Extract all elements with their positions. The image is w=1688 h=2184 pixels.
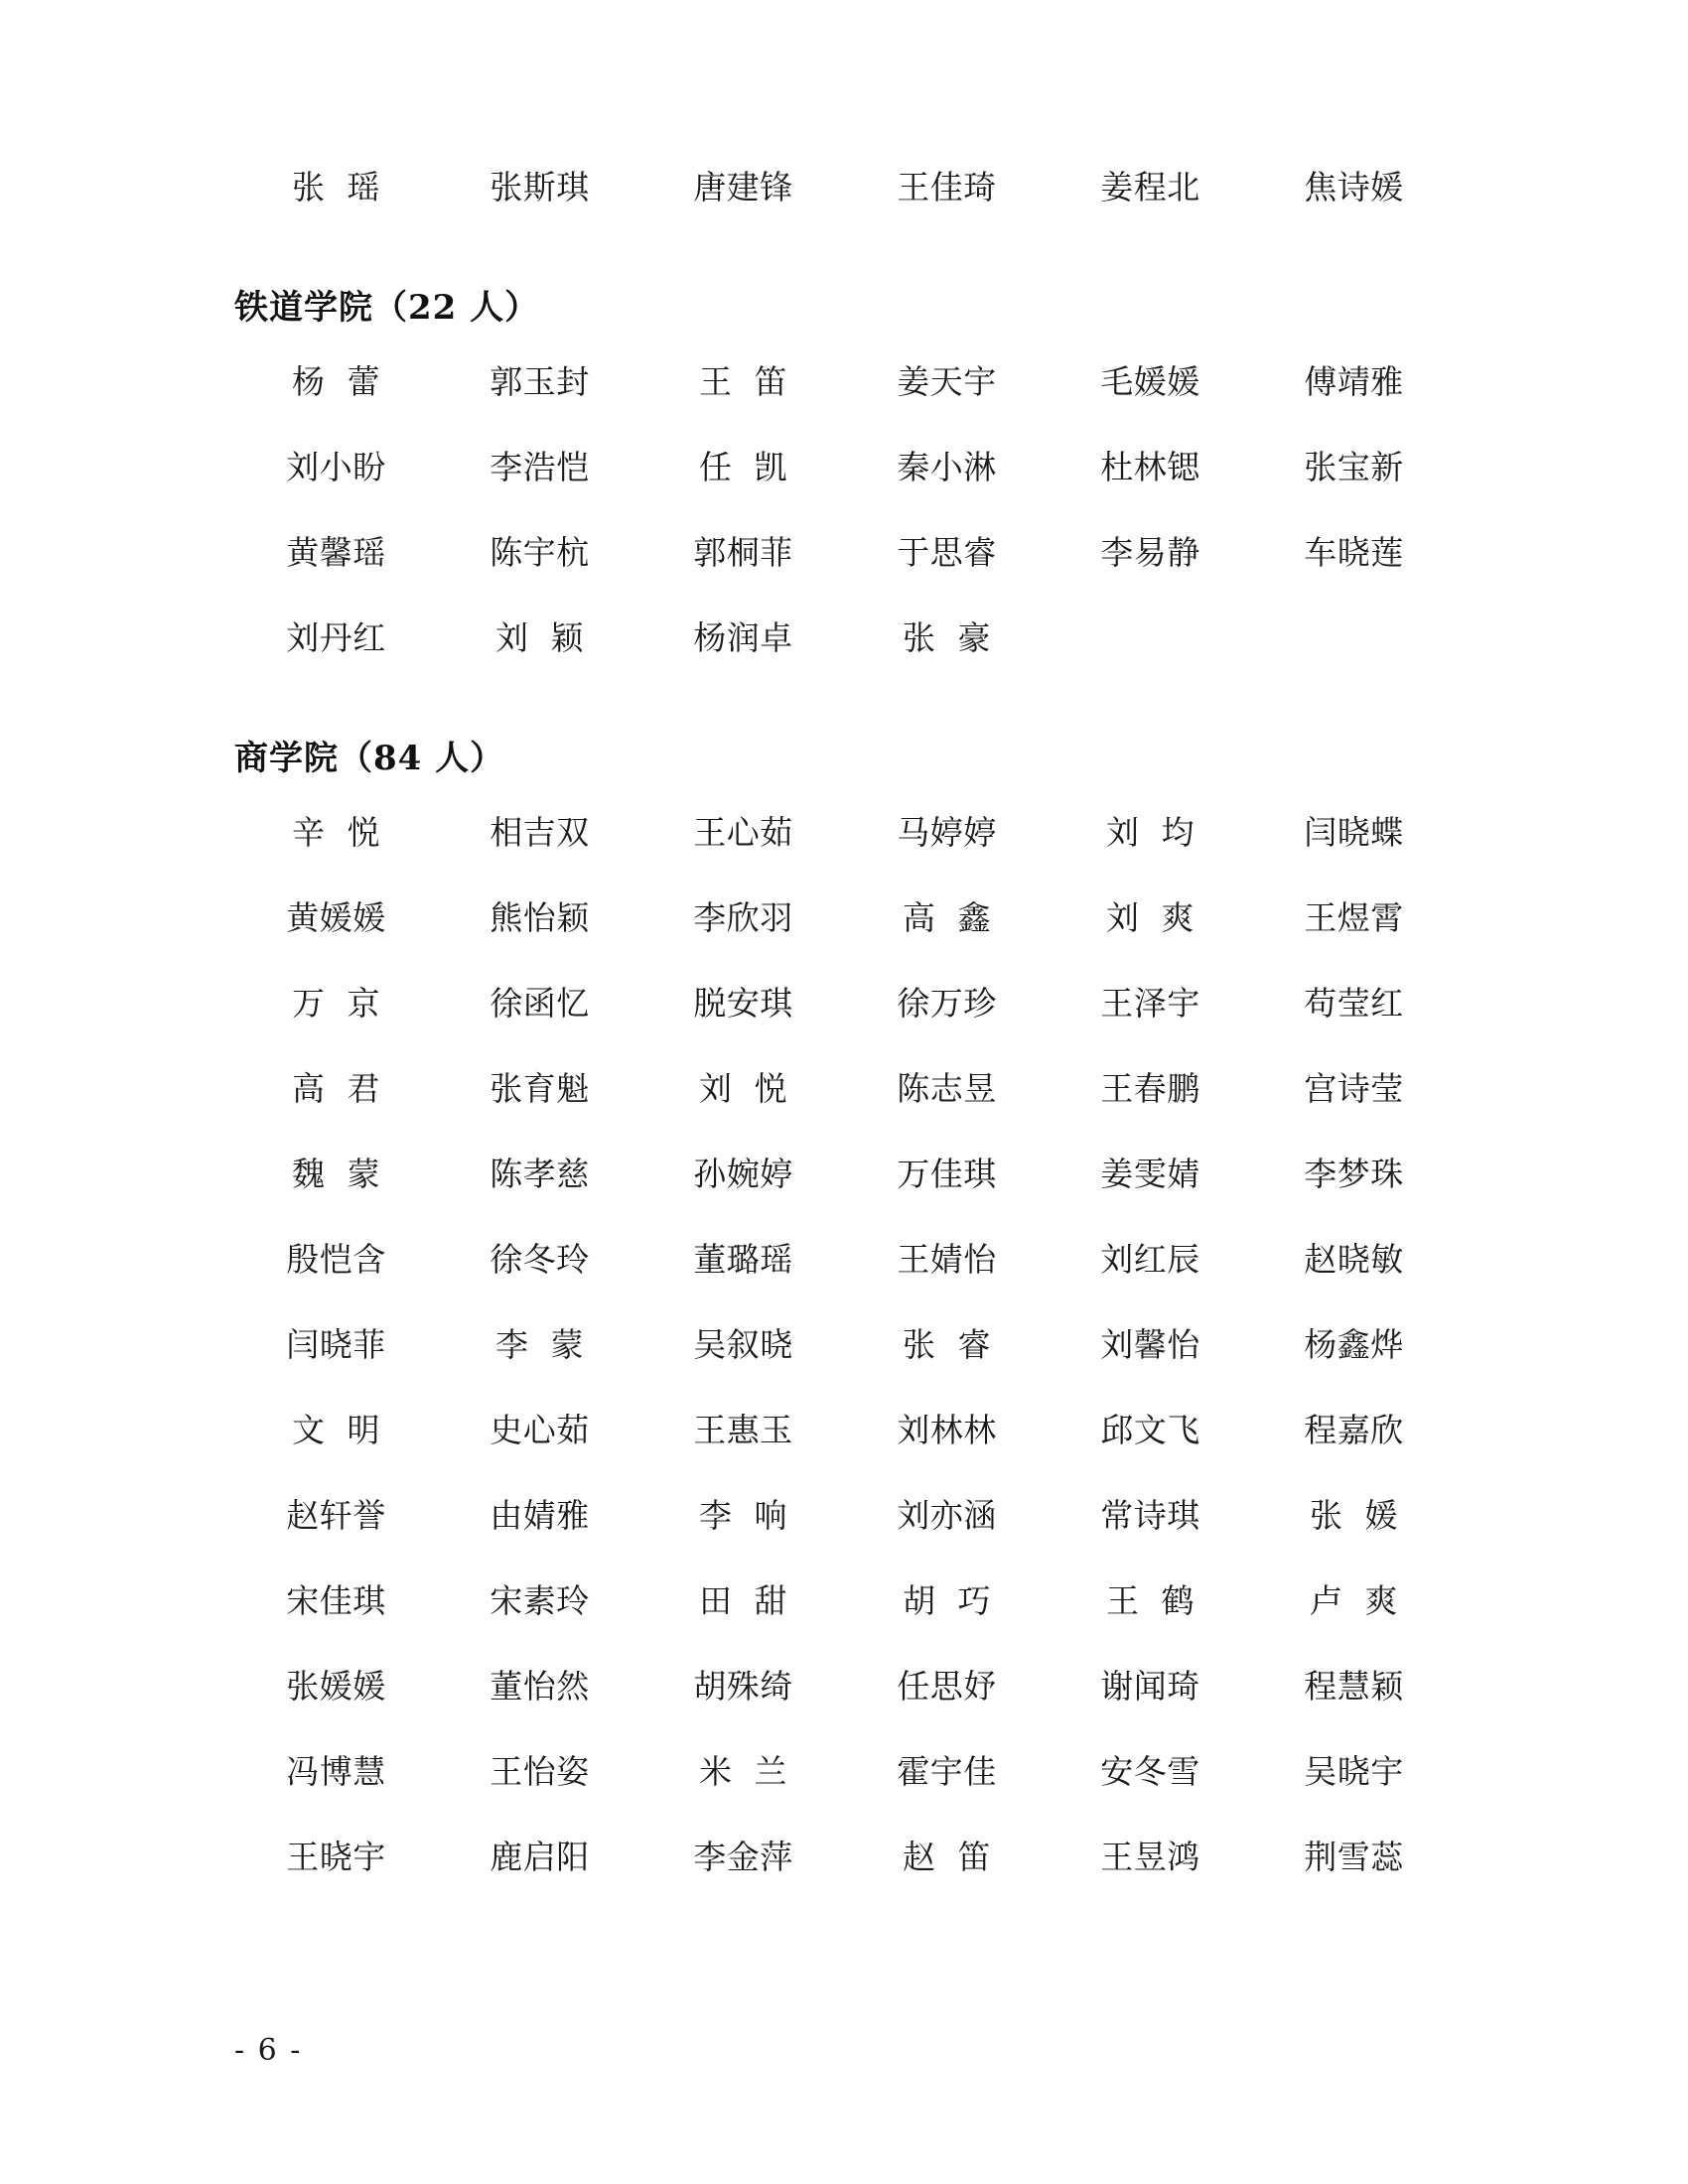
person-name: 张 豪 (903, 618, 991, 657)
person-name: 张育魁 (490, 1069, 590, 1108)
person-name: 高 君 (292, 1069, 380, 1108)
person-name: 黄馨瑶 (286, 533, 386, 572)
person-name: 霍宇佳 (897, 1752, 997, 1791)
person-name: 傅靖雅 (1304, 362, 1404, 401)
name-row (234, 1392, 1456, 1469)
person-name: 杜林锶 (1100, 448, 1200, 486)
person-name: 陈志昱 (897, 1069, 997, 1108)
person-name: 董璐瑶 (693, 1240, 793, 1279)
name-row (234, 149, 1456, 226)
name-row (234, 343, 1456, 421)
person-name: 李梦珠 (1304, 1155, 1404, 1193)
person-name: 秦小淋 (897, 448, 997, 486)
person-name: 徐冬玲 (490, 1240, 590, 1279)
person-name: 姜雯婧 (1100, 1155, 1200, 1193)
person-name: 卢 爽 (1310, 1581, 1398, 1620)
person-name: 马婷婷 (897, 813, 997, 852)
person-name (1252, 600, 1456, 677)
name-row (234, 1563, 1456, 1640)
person-name: 陈宇杭 (490, 533, 590, 572)
person-name: 姜程北 (1100, 168, 1200, 206)
person-name: 谢闻琦 (1100, 1667, 1200, 1706)
section-title: 商学院（84 人） (234, 739, 505, 778)
person-name: 胡殊绮 (693, 1667, 793, 1706)
person-name: 李欣羽 (693, 898, 793, 937)
person-name: 赵轩誉 (286, 1496, 386, 1535)
person-name: 黄媛媛 (286, 898, 386, 937)
person-name: 万佳琪 (897, 1155, 997, 1193)
person-name: 王 鹤 (1106, 1581, 1195, 1620)
person-name: 刘 爽 (1106, 898, 1195, 937)
name-row (234, 1477, 1456, 1555)
person-name: 文 明 (292, 1411, 380, 1449)
person-name: 王惠玉 (693, 1411, 793, 1449)
person-name: 荆雪蕊 (1304, 1838, 1404, 1876)
person-name: 唐建锋 (693, 168, 793, 206)
person-name: 刘红辰 (1100, 1240, 1200, 1279)
person-name: 王心茹 (693, 813, 793, 852)
person-name: 董怡然 (490, 1667, 590, 1706)
person-name: 辛 悦 (292, 813, 380, 852)
person-name: 王煜霄 (1304, 898, 1404, 937)
person-name: 脱安琪 (693, 984, 793, 1023)
person-name: 闫晓蝶 (1304, 813, 1404, 852)
person-name: 张宝新 (1304, 448, 1404, 486)
person-name: 张 媛 (1310, 1496, 1398, 1535)
person-name: 任 凯 (699, 448, 787, 486)
name-row (234, 1648, 1456, 1725)
person-name: 王春鹏 (1100, 1069, 1200, 1108)
person-name: 王昱鸿 (1100, 1838, 1200, 1876)
person-name: 刘丹红 (286, 618, 386, 657)
person-name: 刘 均 (1106, 813, 1195, 852)
person-name: 张媛媛 (286, 1667, 386, 1706)
person-name: 焦诗媛 (1304, 168, 1404, 206)
person-name: 魏 蒙 (292, 1155, 380, 1193)
person-name: 程慧颖 (1304, 1667, 1404, 1706)
name-row (234, 965, 1456, 1042)
person-name: 姜天宇 (897, 362, 997, 401)
person-name: 于思睿 (897, 533, 997, 572)
person-name (1049, 600, 1252, 677)
name-list-container (234, 149, 1456, 1896)
person-name: 李 响 (699, 1496, 787, 1535)
person-name: 郭玉封 (490, 362, 590, 401)
name-row (234, 1136, 1456, 1213)
person-name: 刘 悦 (699, 1069, 787, 1108)
person-name: 刘 颖 (495, 618, 584, 657)
person-name: 高 鑫 (903, 898, 991, 937)
person-name: 杨润卓 (693, 618, 793, 657)
person-name: 安冬雪 (1100, 1752, 1200, 1791)
person-name: 王婧怡 (897, 1240, 997, 1279)
person-name: 郭桐菲 (693, 533, 793, 572)
person-name: 孙婉婷 (693, 1155, 793, 1193)
person-name: 杨鑫烨 (1304, 1325, 1404, 1364)
person-name: 史心茹 (490, 1411, 590, 1449)
person-name: 邱文飞 (1100, 1411, 1200, 1449)
person-name: 吴叙晓 (693, 1325, 793, 1364)
person-name: 李易静 (1100, 533, 1200, 572)
person-name: 李浩恺 (490, 448, 590, 486)
person-name: 李 蒙 (495, 1325, 584, 1364)
person-name: 刘小盼 (286, 448, 386, 486)
name-row (234, 794, 1456, 872)
person-name: 徐万珍 (897, 984, 997, 1023)
person-name: 宋素玲 (490, 1581, 590, 1620)
person-name: 徐函忆 (490, 984, 590, 1023)
name-block-tiedao-xueyuan (234, 278, 1456, 677)
person-name: 闫晓菲 (286, 1325, 386, 1364)
person-name: 熊怡颖 (490, 898, 590, 937)
person-name: 田 甜 (699, 1581, 787, 1620)
person-name: 张斯琪 (490, 168, 590, 206)
person-name: 王 笛 (699, 362, 787, 401)
person-name: 王佳琦 (897, 168, 997, 206)
name-row (234, 1306, 1456, 1384)
person-name: 冯博慧 (286, 1752, 386, 1791)
person-name: 刘亦涵 (897, 1496, 997, 1535)
section-title: 铁道学院（22 人） (234, 288, 540, 328)
person-name: 赵 笛 (903, 1838, 991, 1876)
person-name: 宫诗莹 (1304, 1069, 1404, 1108)
name-row (234, 1221, 1456, 1298)
person-name: 万 京 (292, 984, 380, 1023)
person-name: 由婧雅 (490, 1496, 590, 1535)
page-number: - 6 - (234, 2033, 303, 2068)
name-block-continued-list (234, 149, 1456, 226)
name-row (234, 429, 1456, 506)
person-name: 任思妤 (897, 1667, 997, 1706)
person-name: 刘林林 (897, 1411, 997, 1449)
person-name: 苟莹红 (1304, 984, 1404, 1023)
person-name: 王泽宇 (1100, 984, 1200, 1023)
person-name: 胡 巧 (903, 1581, 991, 1620)
person-name: 李金萍 (693, 1838, 793, 1876)
name-row (234, 514, 1456, 592)
person-name: 王晓宇 (286, 1838, 386, 1876)
person-name: 杨 蕾 (292, 362, 380, 401)
person-name: 王怡姿 (490, 1752, 590, 1791)
person-name: 鹿启阳 (490, 1838, 590, 1876)
page-content (234, 149, 1456, 1904)
name-row (234, 1733, 1456, 1811)
person-name: 吴晓宇 (1304, 1752, 1404, 1791)
person-name: 张 睿 (903, 1325, 991, 1364)
person-name: 殷恺含 (286, 1240, 386, 1279)
person-name: 程嘉欣 (1304, 1411, 1404, 1449)
name-row (234, 1819, 1456, 1896)
name-row (234, 600, 1456, 677)
person-name: 陈孝慈 (490, 1155, 590, 1193)
name-row (234, 1050, 1456, 1128)
person-name: 宋佳琪 (286, 1581, 386, 1620)
person-name: 相吉双 (490, 813, 590, 852)
person-name: 刘馨怡 (1100, 1325, 1200, 1364)
person-name: 毛媛媛 (1100, 362, 1200, 401)
person-name: 赵晓敏 (1304, 1240, 1404, 1279)
person-name: 米 兰 (699, 1752, 787, 1791)
name-block-shang-xueyuan (234, 729, 1456, 1896)
name-row (234, 880, 1456, 957)
person-name: 张 瑶 (292, 168, 380, 206)
person-name: 常诗琪 (1100, 1496, 1200, 1535)
person-name: 车晓莲 (1304, 533, 1404, 572)
